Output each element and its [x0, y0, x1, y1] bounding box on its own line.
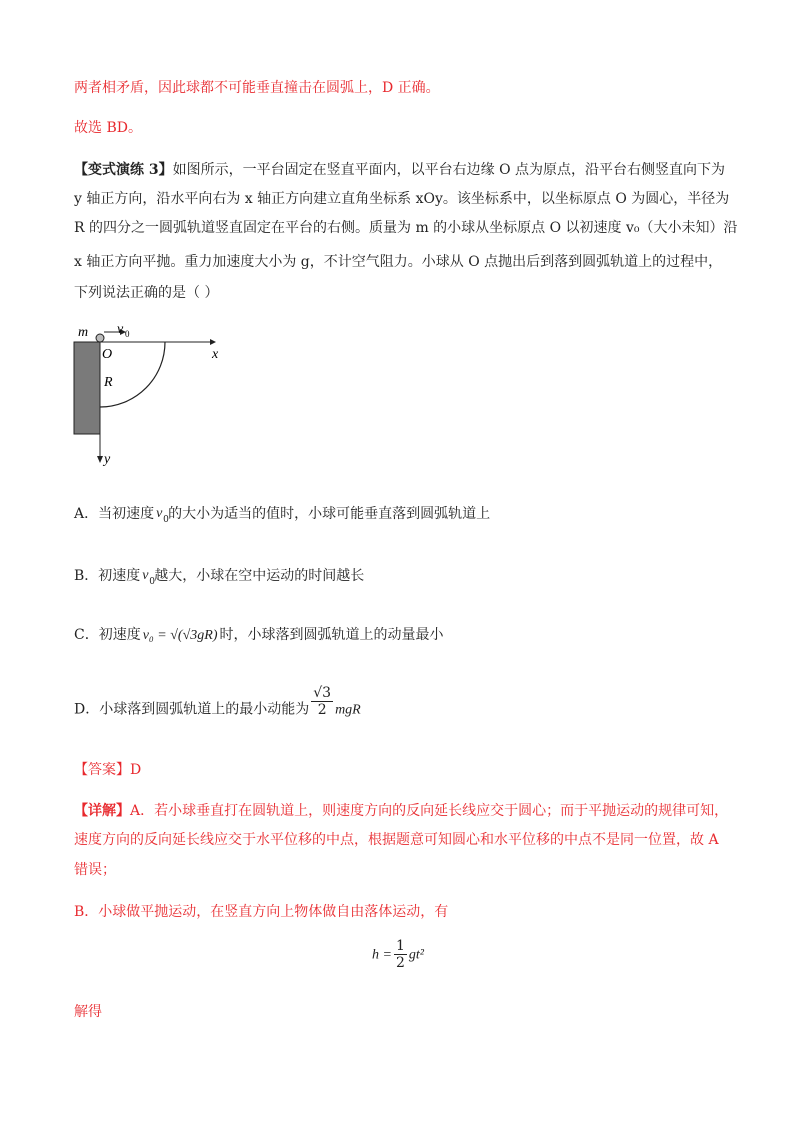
equation-rhs: gt² — [408, 947, 424, 963]
option-d-unit: mgR — [335, 702, 361, 718]
option-b-text: 越大，小球在空中运动的时间越长 — [154, 568, 365, 584]
equation-numerator: 1 — [395, 938, 405, 954]
previous-answer-choice: 故选 BD。 — [74, 120, 142, 136]
option-c-formula: v₀ = √(√3gR) — [142, 628, 218, 643]
detail-text-1: A．若小球垂直打在圆轨道上，则速度方向的反向延长线应交于圆心；而于平抛运动的规律可知， — [130, 803, 729, 819]
question-tag: 【变式演练 3】 — [74, 162, 173, 178]
question-line-4: x 轴正方向平抛。重力加速度大小为 g，不计空气阻力。小球从 O 点抛出后到落到圆弧轨道上的过程中， — [74, 254, 723, 270]
detail-line-1 — [74, 801, 728, 821]
label-x: x — [212, 347, 219, 362]
question-line-3: R 的四分之一圆弧轨道竖直固定在平台的右侧。质量为 m 的小球从坐标原点 O 以初速度 v₀（大小未知）沿 — [74, 220, 738, 236]
label-m: m — [78, 325, 89, 340]
option-d-numerator: √3 — [313, 685, 332, 701]
y-axis-arrow-icon — [97, 456, 103, 463]
equation-denominator: 2 — [395, 955, 405, 971]
option-a-text: 的大小为适当的值时，小球可能垂直落到圆弧轨道上 — [168, 506, 491, 522]
option-a-prefix: A．当初速度 — [74, 506, 155, 522]
label-y: y — [104, 452, 111, 467]
equation-lhs: h = — [372, 947, 392, 963]
option-d-denominator: 2 — [317, 702, 327, 718]
option-d-fraction — [311, 685, 333, 718]
option-b-prefix: B．初速度 — [74, 568, 141, 584]
label-v: v — [117, 322, 124, 337]
detail-line-3: 错误； — [74, 862, 116, 878]
projectile-diagram — [70, 318, 230, 470]
option-c-text: 时，小球落到圆弧轨道上的动量最小 — [219, 627, 444, 643]
label-origin: O — [102, 347, 113, 362]
option-c-prefix: C．初速度 — [74, 627, 141, 643]
previous-conclusion: 两者相矛盾，因此球都不可能垂直撞击在圆弧上，D 正确。 — [74, 80, 440, 96]
question-line-5: 下列说法正确的是（ ） — [74, 285, 219, 301]
detail-tag: 【详解】 — [74, 803, 130, 819]
detail-line-2: 速度方向的反向延长线应交于水平位移的中点，根据题意可知圆心和水平位移的中点不是同一位置，故 A — [74, 832, 719, 848]
option-b-v-sub: 0 — [149, 577, 156, 587]
x-axis-arrow-icon — [210, 339, 216, 345]
option-c — [74, 625, 444, 646]
platform — [74, 342, 100, 434]
option-d-prefix: D．小球落到圆弧轨道上的最小动能为 — [74, 701, 310, 718]
label-radius: R — [104, 375, 113, 390]
option-a-v-sub: 0 — [163, 515, 169, 525]
question-line-1 — [74, 160, 725, 180]
equation-fraction — [394, 938, 407, 971]
option-b-v: v — [142, 568, 149, 583]
ball — [96, 334, 104, 342]
option-b — [74, 566, 364, 586]
option-a — [74, 504, 490, 524]
question-line-2: y 轴正方向，沿水平向右为 x 轴正方向建立直角坐标系 xOy。该坐标系中，以坐标原点 O 为圆心，半径为 — [74, 191, 730, 207]
option-a-v: v — [156, 506, 163, 521]
solve-label: 解得 — [74, 1004, 102, 1020]
detail-b-line: B．小球做平抛运动，在竖直方向上物体做自由落体运动，有 — [74, 904, 449, 920]
answer-label: 【答案】D — [74, 762, 142, 778]
question-text-1: 如图所示，一平台固定在竖直平面内，以平台右边缘 O 点为原点，沿平台右侧竖直向下为 — [172, 162, 726, 178]
label-v-sub: 0 — [125, 329, 130, 339]
option-d — [74, 685, 361, 726]
free-fall-equation — [372, 938, 424, 971]
